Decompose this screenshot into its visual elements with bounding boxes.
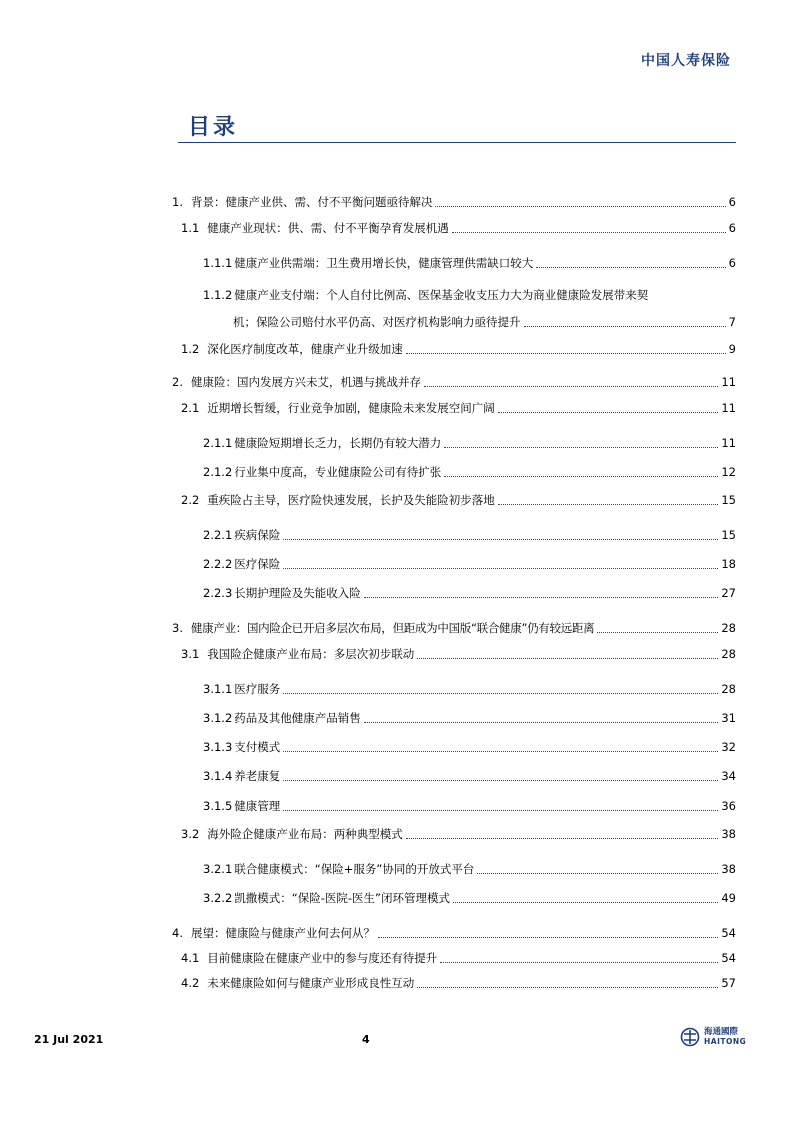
toc-entry-page: 15 bbox=[721, 493, 736, 507]
toc-entry[interactable] bbox=[181, 824, 736, 842]
toc-entry-number: 2.1 bbox=[181, 401, 200, 415]
toc-leader-dots bbox=[444, 444, 718, 448]
toc-entry-number: 2.1.2 bbox=[203, 465, 233, 479]
toc-entry[interactable] bbox=[181, 948, 736, 966]
toc-leader-dots bbox=[424, 383, 718, 387]
toc-entry-text: 健康产业供需端：卫生费用增长快，健康管理供需缺口较大 bbox=[234, 256, 534, 270]
toc-entry-number: 4.2 bbox=[181, 976, 200, 990]
toc-entry-text: 药品及其他健康产品销售 bbox=[234, 711, 361, 725]
toc-entry[interactable] bbox=[181, 339, 736, 357]
toc-entry[interactable] bbox=[203, 859, 736, 877]
toc-entry-page: 27 bbox=[721, 586, 736, 600]
toc-entry[interactable] bbox=[181, 644, 736, 662]
toc-leader-dots bbox=[440, 959, 718, 963]
toc-entry[interactable] bbox=[181, 973, 736, 991]
toc-entry-number: 2.1.1 bbox=[203, 436, 233, 450]
toc-entry-text: 健康险短期增长乏力，长期仍有较大潜力 bbox=[234, 436, 442, 450]
toc-entry-number: 4.1 bbox=[181, 951, 200, 965]
toc-entry-text: 重疾险占主导，医疗险快速发展，长护及失能险初步落地 bbox=[207, 493, 495, 507]
toc-entry-number: 3. bbox=[172, 621, 183, 635]
toc-leader-dots bbox=[283, 777, 718, 781]
footer-page-number: 4 bbox=[362, 1033, 370, 1046]
toc-entry[interactable] bbox=[203, 433, 736, 451]
toc-entry-text-continued: 机；保险公司赔付水平仍高、对医疗机构影响力亟待提升 bbox=[233, 315, 521, 329]
toc-leader-dots bbox=[524, 323, 726, 327]
toc-leader-dots bbox=[498, 501, 719, 505]
toc-leader-dots bbox=[283, 807, 718, 811]
toc-entry-text: 凯撒模式：“保险-医院-医生”闭环管理模式 bbox=[234, 891, 450, 905]
toc-entry-text: 健康产业：国内险企已开启多层次布局，但距成为中国版“联合健康”仍有较远距离 bbox=[190, 621, 595, 635]
toc-entry-number: 2.2.2 bbox=[203, 557, 233, 571]
toc-entry-number: 1. bbox=[172, 195, 183, 209]
toc-entry[interactable] bbox=[172, 372, 736, 390]
toc-entry-text: 疾病保险 bbox=[234, 528, 281, 542]
toc-leader-dots bbox=[477, 870, 718, 874]
toc-entry-text: 医疗保险 bbox=[234, 557, 281, 571]
toc-entry-text: 近期增长暂缓，行业竞争加剧，健康险未来发展空间广阔 bbox=[207, 401, 495, 415]
toc-entry-page: 57 bbox=[721, 976, 736, 990]
toc-entry-text: 行业集中度高，专业健康险公司有待扩张 bbox=[234, 465, 442, 479]
toc-entry-text: 医疗服务 bbox=[234, 682, 281, 696]
toc-entry-number: 1.1.1 bbox=[203, 256, 233, 270]
toc-entry-page: 28 bbox=[721, 621, 736, 635]
toc-entry-number: 2.2.1 bbox=[203, 528, 233, 542]
toc-leader-dots bbox=[444, 473, 718, 477]
toc-entry-text: 支付模式 bbox=[234, 740, 281, 754]
toc-entry-page: 34 bbox=[721, 769, 736, 783]
toc-entry-page: 28 bbox=[721, 647, 736, 661]
toc-entry-number: 4. bbox=[172, 926, 183, 940]
toc-entry-page: 6 bbox=[728, 221, 736, 235]
toc-entry-text: 深化医疗制度改革，健康产业升级加速 bbox=[207, 342, 403, 356]
toc-entry-text: 联合健康模式：“保险+服务”协同的开放式平台 bbox=[234, 862, 475, 876]
toc-entry-text: 目前健康险在健康产业中的参与度还有待提升 bbox=[207, 951, 438, 965]
toc-entry[interactable] bbox=[172, 923, 736, 941]
haitong-logo bbox=[680, 1027, 746, 1047]
toc-entry-number: 1.1.2 bbox=[203, 288, 233, 302]
toc-entry-number: 3.1 bbox=[181, 647, 200, 661]
toc-entry-page: 38 bbox=[721, 827, 736, 841]
toc-entry-text: 未来健康险如何与健康产业形成良性互动 bbox=[207, 976, 415, 990]
toc-entry-page: 31 bbox=[721, 711, 736, 725]
title-divider bbox=[178, 142, 736, 143]
toc-entry-page: 11 bbox=[721, 436, 736, 450]
toc-entry-continuation[interactable] bbox=[233, 312, 736, 330]
toc-entry-text: 展望：健康险与健康产业何去何从？ bbox=[190, 926, 375, 940]
toc-entry[interactable] bbox=[203, 708, 736, 726]
toc-entry-number: 2.2 bbox=[181, 493, 200, 507]
toc-entry-page: 18 bbox=[721, 557, 736, 571]
toc-entry-page: 32 bbox=[721, 740, 736, 754]
toc-entry-page: 11 bbox=[721, 401, 736, 415]
toc-entry[interactable] bbox=[203, 525, 736, 543]
toc-entry-number: 1.1 bbox=[181, 221, 200, 235]
toc-entry[interactable] bbox=[203, 737, 736, 755]
toc-entry-text: 我国险企健康产业布局：多层次初步联动 bbox=[207, 647, 415, 661]
toc-entry[interactable] bbox=[181, 218, 736, 236]
toc-entry-number: 3.1.5 bbox=[203, 799, 233, 813]
toc-entry-text: 长期护理险及失能收入险 bbox=[234, 586, 361, 600]
toc-leader-dots bbox=[364, 719, 719, 723]
toc-entry-number: 3.1.3 bbox=[203, 740, 233, 754]
toc-entry-number: 2.2.3 bbox=[203, 586, 233, 600]
toc-entry-text: 健康产业支付端：个人自付比例高、医保基金收支压力大为商业健康险发展带来契 bbox=[234, 288, 649, 302]
toc-leader-dots bbox=[283, 748, 718, 752]
toc-entry[interactable] bbox=[203, 796, 736, 814]
toc-leader-dots bbox=[364, 594, 719, 598]
toc-entry[interactable] bbox=[203, 766, 736, 784]
toc-entry-number: 3.2.2 bbox=[203, 891, 233, 905]
toc-entry[interactable] bbox=[203, 462, 736, 480]
toc-entry-page: 38 bbox=[721, 862, 736, 876]
toc-entry-page: 49 bbox=[721, 891, 736, 905]
footer-date: 21 Jul 2021 bbox=[34, 1033, 104, 1046]
toc-entry-text: 健康产业现状：供、需、付不平衡孕育发展机遇 bbox=[207, 221, 449, 235]
toc-leader-dots bbox=[453, 899, 718, 903]
toc-leader-dots bbox=[417, 655, 718, 659]
toc-leader-dots bbox=[378, 934, 718, 938]
toc-entry-page: 6 bbox=[728, 256, 736, 270]
toc-entry-text: 健康管理 bbox=[234, 799, 281, 813]
toc-entry-page: 28 bbox=[721, 682, 736, 696]
toc-entry-number: 3.1.4 bbox=[203, 769, 233, 783]
toc-entry-page: 9 bbox=[728, 342, 736, 356]
toc-entry-number: 1.2 bbox=[181, 342, 200, 356]
toc-entry-number: 3.2 bbox=[181, 827, 200, 841]
toc-entry[interactable] bbox=[181, 490, 736, 508]
toc-entry-text: 养老康复 bbox=[234, 769, 281, 783]
toc-entry-page: 36 bbox=[721, 799, 736, 813]
header-brand: 中国人寿保险 bbox=[641, 53, 731, 69]
toc-entry-page: 11 bbox=[721, 375, 736, 389]
toc-entry-text: 背景：健康产业供、需、付不平衡问题亟待解决 bbox=[190, 195, 433, 209]
toc-entry-page: 7 bbox=[728, 315, 736, 329]
toc-leader-dots bbox=[597, 629, 718, 633]
toc-entry[interactable] bbox=[172, 192, 736, 210]
logo-text-en: HAITONG bbox=[704, 1037, 747, 1046]
toc-entry-page: 54 bbox=[721, 951, 736, 965]
toc-entry[interactable] bbox=[203, 888, 736, 906]
toc-leader-dots bbox=[283, 565, 718, 569]
toc-entry-page: 12 bbox=[721, 465, 736, 479]
toc-entry-text: 海外险企健康产业布局：两种典型模式 bbox=[207, 827, 403, 841]
page-title: 目录 bbox=[188, 115, 239, 140]
toc-entry[interactable] bbox=[203, 583, 736, 601]
toc-entry-page: 6 bbox=[728, 195, 736, 209]
toc-leader-dots bbox=[536, 264, 725, 268]
toc-entry[interactable] bbox=[203, 554, 736, 572]
toc-leader-dots bbox=[406, 350, 726, 354]
toc-leader-dots bbox=[283, 690, 718, 694]
toc-leader-dots bbox=[452, 229, 726, 233]
toc-entry[interactable] bbox=[181, 398, 736, 416]
toc-leader-dots bbox=[283, 536, 718, 540]
toc-entry-number: 3.1.2 bbox=[203, 711, 233, 725]
logo-text-cn: 海通國際 bbox=[704, 1027, 739, 1037]
toc-entry-number: 3.1.1 bbox=[203, 682, 233, 696]
toc-entry-number: 3.2.1 bbox=[203, 862, 233, 876]
toc-leader-dots bbox=[406, 835, 719, 839]
toc-entry-page: 15 bbox=[721, 528, 736, 542]
toc-leader-dots bbox=[417, 984, 718, 988]
toc-entry[interactable] bbox=[172, 618, 736, 636]
haitong-logo-icon bbox=[680, 1027, 700, 1047]
toc-leader-dots bbox=[498, 409, 719, 413]
toc-entry[interactable] bbox=[203, 679, 736, 697]
toc-entry-page: 54 bbox=[721, 926, 736, 940]
toc-entry[interactable] bbox=[203, 285, 736, 303]
toc-entry-number: 2. bbox=[172, 375, 183, 389]
toc-leader-dots bbox=[435, 203, 725, 207]
toc-entry-text: 健康险：国内发展方兴未艾，机遇与挑战并存 bbox=[190, 375, 421, 389]
toc-entry[interactable] bbox=[203, 253, 736, 271]
